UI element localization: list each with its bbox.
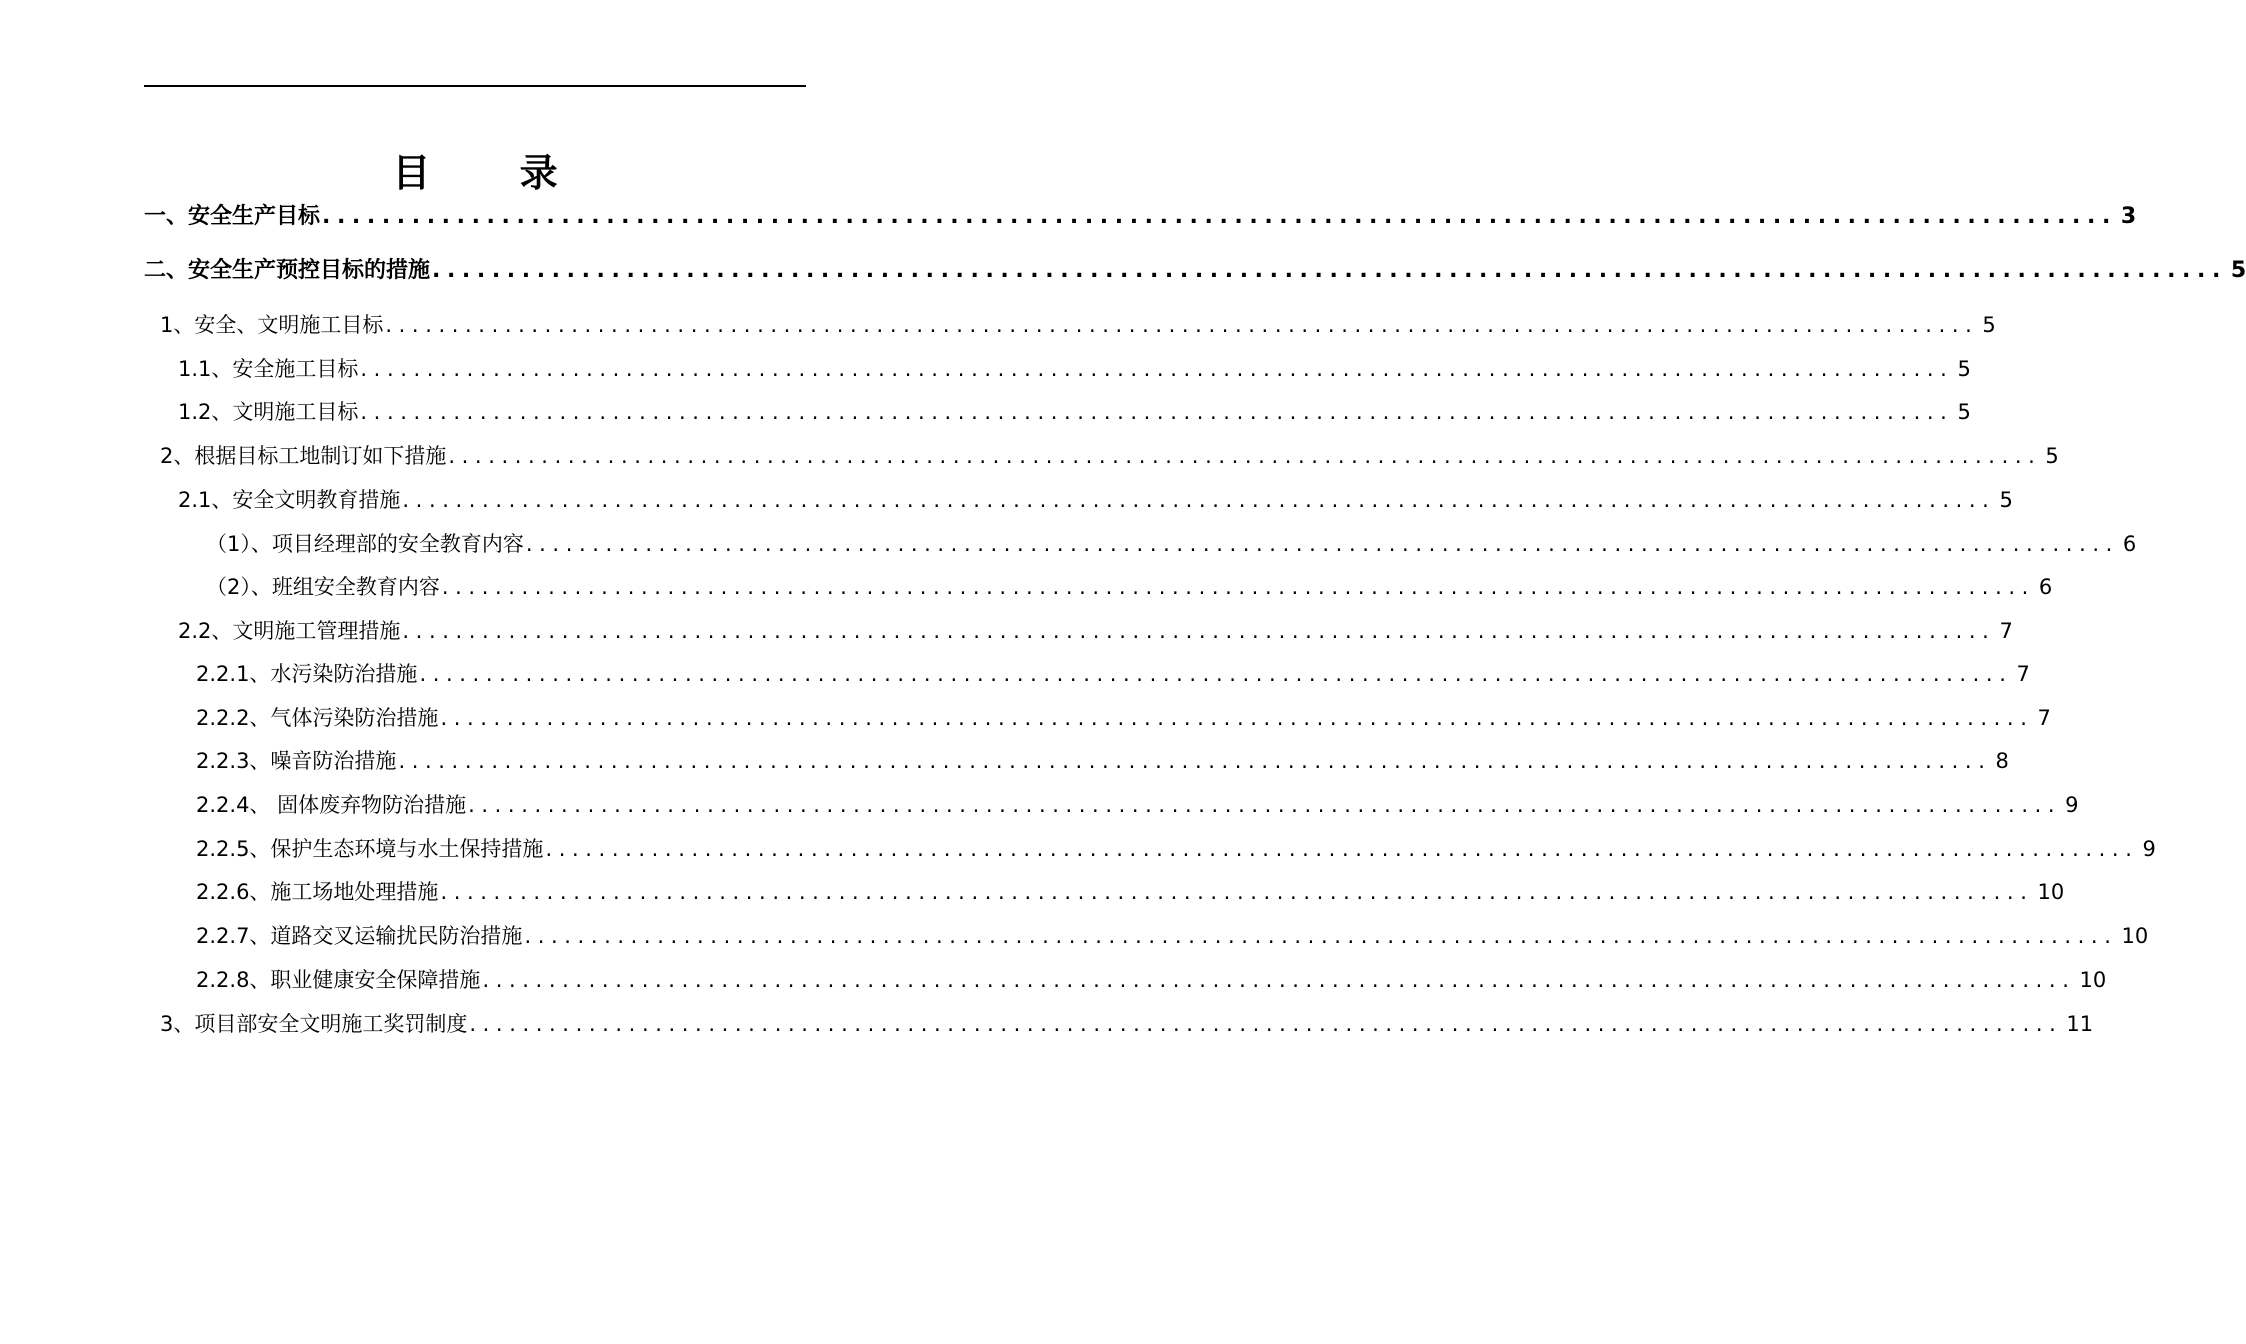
toc-entry[interactable] — [206, 567, 2053, 601]
dot-leader: ........................................................................................................................ — [440, 880, 2034, 904]
toc-entry-page: 10 — [2079, 968, 2107, 992]
toc-entry-page: 11 — [2066, 1012, 2094, 1036]
toc-entry-label: 2、根据目标工地制订如下措施 — [160, 444, 447, 468]
toc-entry-page: 3 — [2120, 204, 2137, 229]
dot-leader: ........................................................................................................................ — [360, 400, 1954, 424]
toc-entry-label: 2.2.4、 固体废弃物防治措施 — [196, 793, 467, 817]
dot-leader: ........................................................................................................................ — [441, 575, 2035, 599]
toc-entry-page: 5 — [2045, 444, 2059, 468]
toc-entry-page: 6 — [2038, 575, 2053, 599]
toc-entry-page: 5 — [1999, 488, 2013, 512]
toc-entry[interactable] — [196, 698, 2051, 732]
toc-entry-label: 2.2、文明施工管理措施 — [178, 619, 401, 643]
dot-leader: ........................................................................................................................ — [440, 706, 2034, 730]
toc-entry-page: 7 — [1999, 619, 2013, 643]
toc-entry-page: 7 — [2037, 706, 2051, 730]
toc-entry-label: 2.1、安全文明教育措施 — [178, 488, 401, 512]
dot-leader: ........................................................................................................................ — [545, 837, 2139, 861]
toc-entry-label: 2.2.6、施工场地处理措施 — [196, 880, 439, 904]
toc-entry[interactable] — [196, 654, 2030, 688]
toc-entry-page: 10 — [2037, 880, 2065, 904]
toc-entry-page: 9 — [2142, 837, 2156, 861]
dot-leader: ........................................................................................................................ — [419, 662, 2013, 686]
toc-entry[interactable] — [196, 872, 2065, 906]
dot-leader: ........................................................................................................................ — [524, 924, 2118, 948]
toc-entry-label: 1、安全、文明施工目标 — [160, 313, 384, 337]
toc-entry-label: 二、安全生产预控目标的措施 — [144, 258, 431, 283]
toc-entry-page: 5 — [1957, 357, 1971, 381]
toc-entry-label: 1.2、文明施工目标 — [178, 400, 359, 424]
toc-entry[interactable] — [178, 480, 2013, 514]
toc-entry[interactable] — [178, 392, 1971, 426]
toc-entry[interactable] — [160, 436, 2059, 470]
toc-entry-label: 2.2.5、保护生态环境与水土保持措施 — [196, 837, 544, 861]
dot-leader: ........................................................................................................................ — [385, 313, 1979, 337]
toc-entry-page: 6 — [2122, 532, 2137, 556]
dot-leader: ........................................................................................................................ — [468, 793, 2062, 817]
toc-entry-label: 2.2.8、职业健康安全保障措施 — [196, 968, 481, 992]
toc-entry-page: 10 — [2121, 924, 2149, 948]
toc-entry-label: 2.2.2、气体污染防治措施 — [196, 706, 439, 730]
toc-entry[interactable] — [196, 829, 2156, 863]
dot-leader: ........................................................................................................................ — [360, 357, 1954, 381]
toc-entry-page: 8 — [1995, 749, 2009, 773]
toc-entry[interactable] — [178, 349, 1971, 383]
toc-entry-label: 2.2.1、水污染防治措施 — [196, 662, 418, 686]
dot-leader: ........................................................................................................................ — [402, 619, 1996, 643]
dot-leader: ........................................................................................................................ — [448, 444, 2042, 468]
toc-entry-page: 5 — [1982, 313, 1996, 337]
toc-title: 目 录 — [392, 151, 596, 196]
toc-entry[interactable] — [196, 785, 2079, 819]
toc-entry-label: 1.1、安全施工目标 — [178, 357, 359, 381]
toc-entry[interactable] — [144, 197, 2137, 231]
toc-entry-label: （1）、项目经理部的安全教育内容 — [206, 532, 524, 556]
toc-entry-page: 7 — [2016, 662, 2030, 686]
toc-entry-page: 5 — [2230, 258, 2246, 283]
toc-entry[interactable] — [196, 960, 2107, 994]
toc-entry-label: 2.2.7、道路交叉运输扰民防治措施 — [196, 924, 523, 948]
dot-leader: ........................................................................................................................ — [432, 258, 2227, 283]
toc-entry[interactable] — [160, 305, 1996, 339]
dot-leader: ........................................................................................................................ — [525, 532, 2119, 556]
toc-entry-page: 9 — [2065, 793, 2079, 817]
toc-entry-label: 2.2.3、噪音防治措施 — [196, 749, 397, 773]
toc-entry-label: 3、项目部安全文明施工奖罚制度 — [160, 1012, 468, 1036]
dot-leader: ........................................................................................................................ — [402, 488, 1996, 512]
dot-leader: ........................................................................................................................ — [469, 1012, 2063, 1036]
toc-entry-label: 一、安全生产目标 — [144, 204, 321, 229]
dot-leader: ........................................................................................................................ — [398, 749, 1992, 773]
dot-leader: ........................................................................................................................ — [482, 968, 2076, 992]
toc-entry[interactable] — [206, 524, 2137, 558]
toc-entry-page: 5 — [1957, 400, 1971, 424]
toc-entry[interactable] — [160, 1004, 2094, 1038]
toc-entry[interactable] — [178, 611, 2013, 645]
dot-leader: ........................................................................................................................ — [322, 204, 2117, 229]
toc-entry[interactable] — [196, 741, 2009, 775]
toc-entry[interactable] — [196, 916, 2149, 950]
toc-entry-label: （2）、班组安全教育内容 — [206, 575, 440, 599]
toc-entry[interactable] — [144, 251, 2246, 285]
